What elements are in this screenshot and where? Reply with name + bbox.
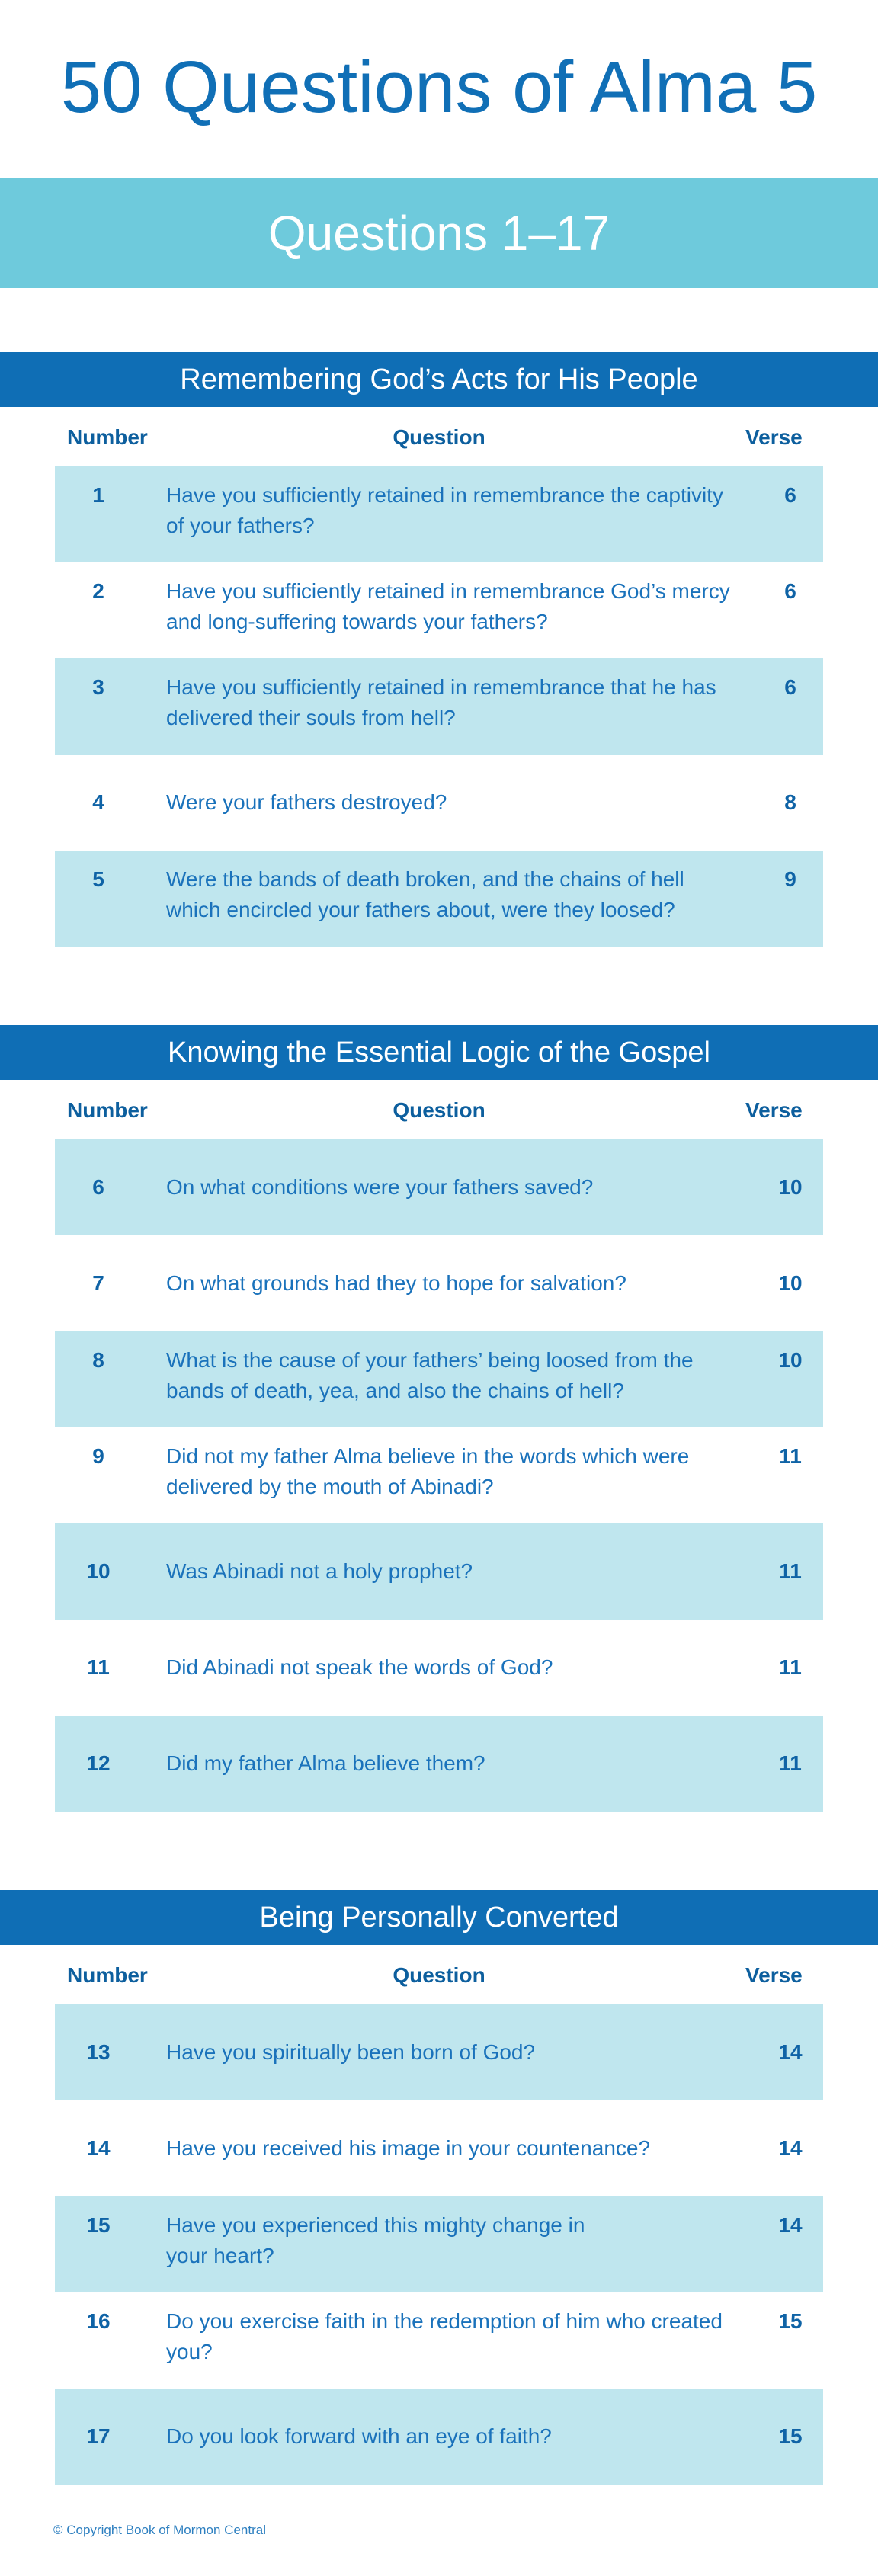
column-header-verse: Verse xyxy=(745,1098,803,1122)
question-text: Did my father Alma believe them? xyxy=(166,1751,485,1775)
table-row xyxy=(55,562,823,658)
table-row xyxy=(55,1235,823,1331)
question-number: 15 xyxy=(86,2213,111,2237)
verse-number: 11 xyxy=(779,1751,802,1775)
section-remembering xyxy=(0,352,878,947)
question-text: What is the cause of your fathers’ being loosed from the bands of death, yea, and also the chains of hell? xyxy=(166,1348,694,1402)
verse-number: 15 xyxy=(778,2424,803,2448)
verse-number: 10 xyxy=(778,1348,803,1372)
table-row xyxy=(55,1139,823,1235)
question-number: 13 xyxy=(86,2040,111,2064)
question-text: On what grounds had they to hope for salvation? xyxy=(166,1271,626,1295)
question-text: Have you sufficiently retained in remembrance the captivity of your fathers? xyxy=(166,483,723,537)
verse-number: 14 xyxy=(778,2213,803,2237)
verse-number: 8 xyxy=(784,790,796,814)
question-text: Were your fathers destroyed? xyxy=(166,790,447,814)
question-number: 12 xyxy=(86,1751,111,1775)
question-text: Do you exercise faith in the redemption of him who created you? xyxy=(166,2309,723,2363)
table-row xyxy=(55,2196,823,2292)
question-text: Have you received his image in your countenance? xyxy=(166,2136,651,2160)
question-number: 14 xyxy=(86,2136,111,2160)
table-row xyxy=(55,755,823,851)
section-personally-converted xyxy=(0,1890,878,2485)
verse-number: 11 xyxy=(779,1559,802,1583)
table-row xyxy=(55,2100,823,2196)
question-number: 16 xyxy=(86,2309,111,2333)
question-number: 8 xyxy=(92,1348,104,1372)
question-text: On what conditions were your fathers saved? xyxy=(166,1175,594,1199)
section-heading: Remembering God’s Acts for His People xyxy=(0,352,878,407)
question-text: Was Abinadi not a holy prophet? xyxy=(166,1559,473,1583)
column-headers xyxy=(0,1080,878,1139)
question-number: 4 xyxy=(92,790,104,814)
column-header-number: Number xyxy=(67,1098,148,1122)
table-row xyxy=(55,1427,823,1523)
question-table xyxy=(55,466,823,947)
question-text: Were the bands of death broken, and the chains of hell which encircled your fathers about, were they loosed? xyxy=(166,867,684,921)
table-row xyxy=(55,851,823,947)
question-number: 17 xyxy=(86,2424,111,2448)
question-table xyxy=(55,2004,823,2485)
question-text: Have you experienced this mighty change in your heart? xyxy=(166,2213,585,2267)
verse-number: 11 xyxy=(779,1444,802,1468)
question-text: Do you look forward with an eye of faith? xyxy=(166,2424,552,2448)
table-row xyxy=(55,466,823,562)
verse-number: 6 xyxy=(784,579,796,603)
table-row xyxy=(55,1620,823,1716)
question-text: Have you spiritually been born of God? xyxy=(166,2040,536,2064)
question-number: 6 xyxy=(92,1175,104,1199)
verse-number: 6 xyxy=(784,675,796,699)
question-number: 2 xyxy=(92,579,104,603)
question-text: Did not my father Alma believe in the words which were delivered by the mouth of Abinadi? xyxy=(166,1444,690,1498)
question-number: 9 xyxy=(92,1444,104,1468)
question-number: 1 xyxy=(92,483,104,507)
column-header-verse: Verse xyxy=(745,425,803,449)
table-row xyxy=(55,2292,823,2389)
page-title: 50 Questions of Alma 5 xyxy=(60,46,818,128)
section-essential-logic xyxy=(0,1025,878,1812)
verse-number: 11 xyxy=(779,1655,802,1679)
column-header-verse: Verse xyxy=(745,1963,803,1987)
question-text: Have you sufficiently retained in remembrance God’s mercy and long-suffering towards your fathers? xyxy=(166,579,730,633)
column-header-number: Number xyxy=(67,1963,148,1987)
verse-number: 9 xyxy=(784,867,796,891)
question-number: 10 xyxy=(86,1559,111,1583)
verse-number: 14 xyxy=(778,2136,803,2160)
question-number: 5 xyxy=(92,867,104,891)
question-number: 7 xyxy=(92,1271,104,1295)
section-heading: Knowing the Essential Logic of the Gospel xyxy=(0,1025,878,1080)
section-heading: Being Personally Converted xyxy=(0,1890,878,1945)
column-header-number: Number xyxy=(67,425,148,449)
questions-range-banner: Questions 1–17 xyxy=(0,178,878,288)
question-text: Have you sufficiently retained in remembrance that he has delivered their souls from hell? xyxy=(166,675,716,729)
table-row xyxy=(55,658,823,755)
verse-number: 6 xyxy=(784,483,796,507)
copyright-notice: © Copyright Book of Mormon Central xyxy=(53,2523,266,2537)
table-row xyxy=(55,1523,823,1620)
column-header-question: Question xyxy=(393,425,485,449)
table-row xyxy=(55,2004,823,2100)
column-headers xyxy=(0,407,878,466)
table-row xyxy=(55,1331,823,1427)
table-row xyxy=(55,1716,823,1812)
column-header-question: Question xyxy=(393,1098,485,1122)
table-row xyxy=(55,2389,823,2485)
question-number: 3 xyxy=(92,675,104,699)
column-header-question: Question xyxy=(393,1963,485,1987)
verse-number: 15 xyxy=(778,2309,803,2333)
verse-number: 14 xyxy=(778,2040,803,2064)
verse-number: 10 xyxy=(778,1175,803,1199)
question-text: Did Abinadi not speak the words of God? xyxy=(166,1655,553,1679)
question-number: 11 xyxy=(87,1655,110,1679)
question-table xyxy=(55,1139,823,1812)
verse-number: 10 xyxy=(778,1271,803,1295)
column-headers xyxy=(0,1945,878,2004)
